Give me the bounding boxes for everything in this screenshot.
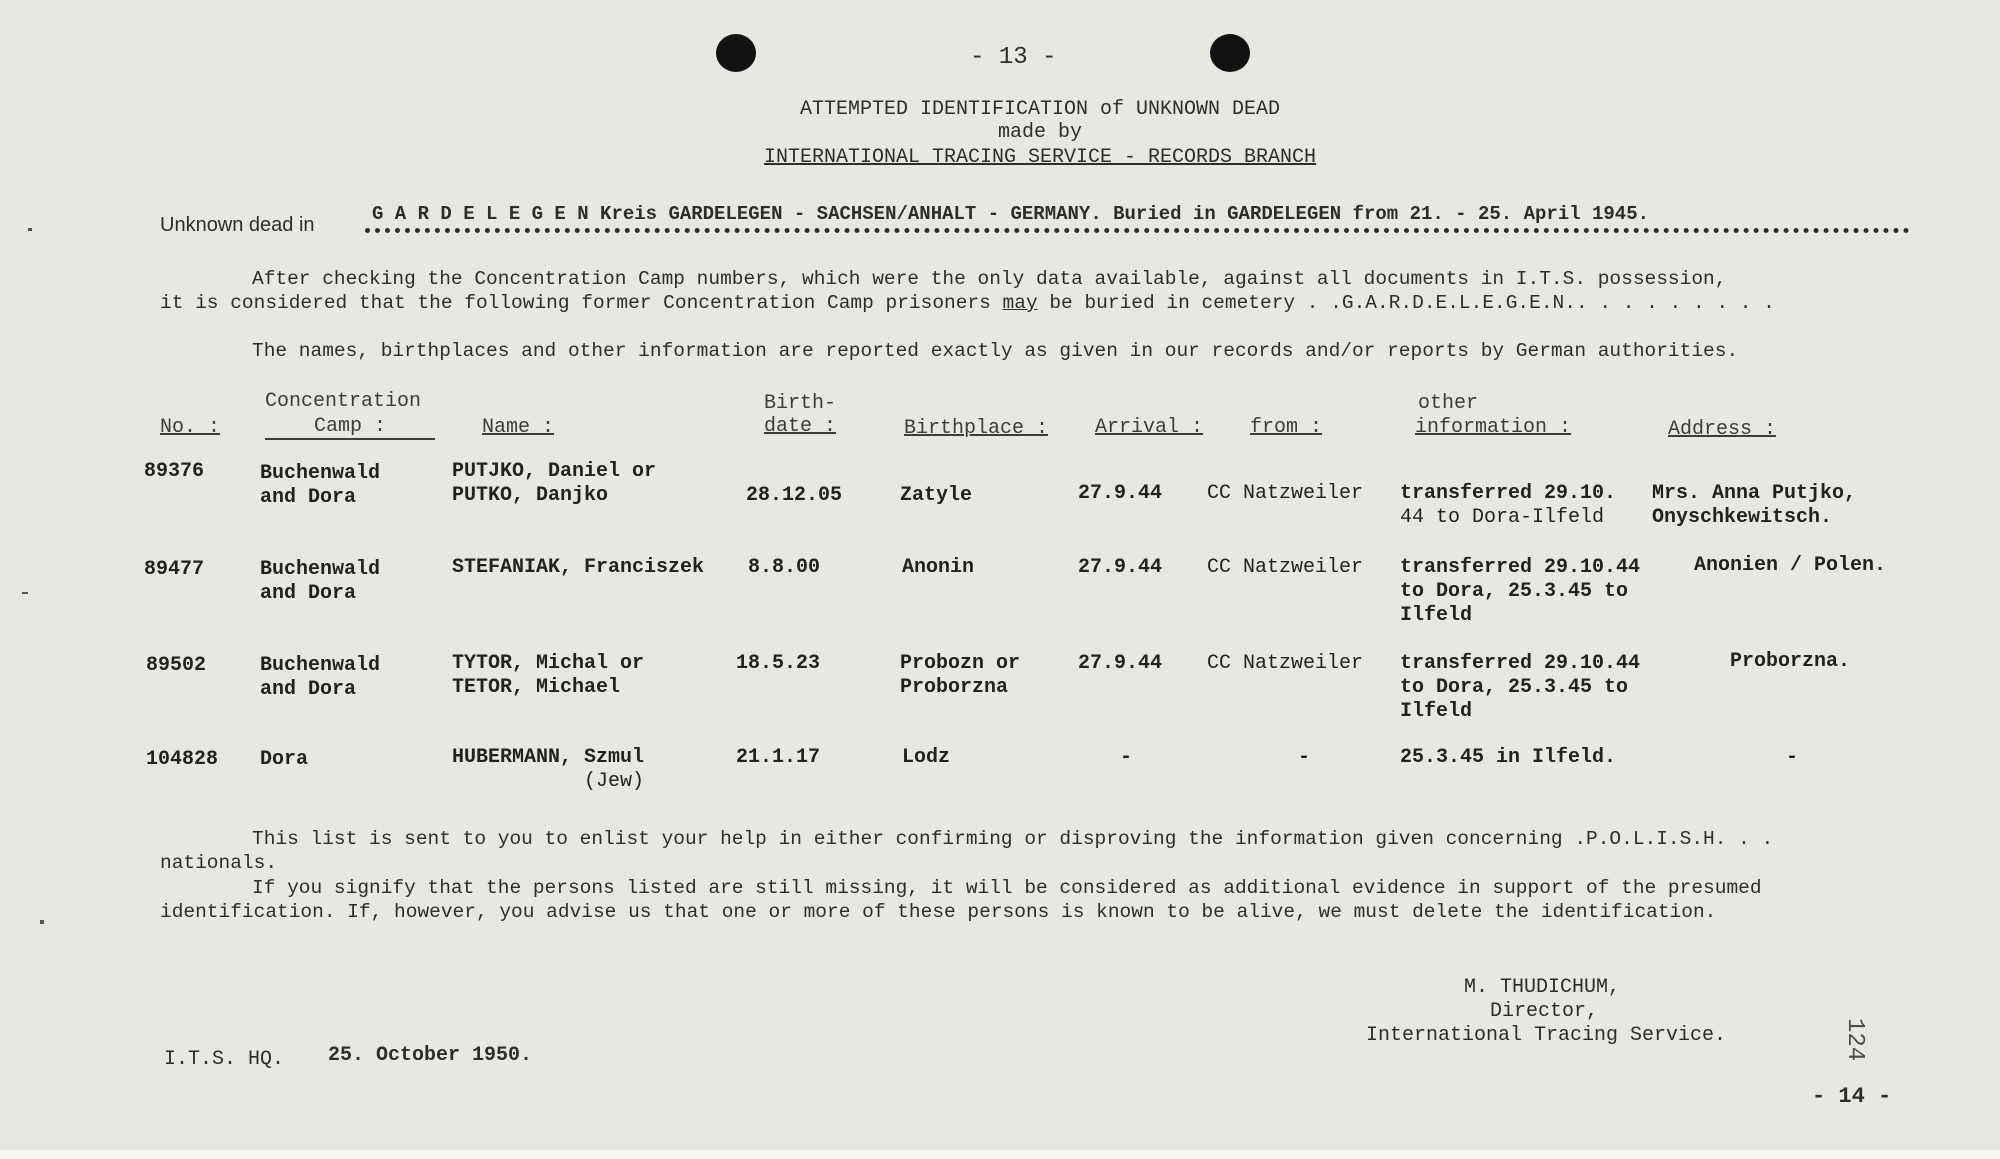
cell-other-line: transferred 29.10.44 (1400, 556, 1641, 579)
cell-other-line: transferred 29.10. (1400, 482, 1617, 505)
cell-camp-line: and Dora (260, 486, 357, 509)
cell-name-line: PUTKO, Danjko (452, 484, 609, 507)
cell-other-line: 25.3.45 in Ilfeld. (1400, 746, 1617, 769)
cell-name-line: (Jew) (584, 770, 645, 793)
col-header-address: Address : (1668, 418, 1777, 441)
cell-birthdate: 28.12.05 (746, 484, 843, 507)
cell-arrival: - (1120, 746, 1133, 769)
cell-arrival: 27.9.44 (1078, 652, 1163, 675)
signatory-name: M. THUDICHUM, (1464, 976, 1621, 999)
location-dotted-rule (365, 228, 1910, 233)
cell-from: - (1298, 746, 1311, 769)
cell-other-line: Ilfeld (1400, 700, 1473, 723)
closing-paragraph-1-line-2: nationals. (160, 852, 278, 874)
margin-page-stamp: 124 (1841, 1018, 1868, 1062)
cell-address-line: - (1786, 746, 1799, 769)
cell-name-line: TYTOR, Michal or (452, 652, 645, 675)
closing-paragraph-2-line-1: If you signify that the persons listed are still missing, it will be considered as additional evidence in support of the presumed (252, 877, 1762, 899)
cell-camp-line: and Dora (260, 582, 357, 605)
col-header-arrival: Arrival : (1095, 416, 1204, 439)
cell-name-line: PUTJKO, Daniel or (452, 460, 657, 483)
cell-name-line: HUBERMANN, Szmul (452, 746, 645, 769)
cell-other-line: 44 to Dora-Ilfeld (1400, 506, 1605, 529)
cell-from: CC Natzweiler (1207, 652, 1364, 675)
cell-no: 89376 (144, 460, 205, 483)
header-organization (640, 146, 1440, 169)
cell-name-line: TETOR, Michael (452, 676, 621, 699)
cell-no: 89477 (144, 558, 205, 581)
cell-camp-line: Dora (260, 748, 309, 771)
intro-paragraph-1-line-1: After checking the Concentration Camp numbers, which were the only data available, against all documents in I.T.S. possession, (252, 268, 1727, 290)
cell-other-line: Ilfeld (1400, 604, 1473, 627)
page-number: - 13 - (970, 44, 1057, 71)
col-header-birthplace: Birthplace : (904, 417, 1049, 440)
cell-address-line: Mrs. Anna Putjko, (1652, 482, 1857, 505)
cell-other-line: to Dora, 25.3.45 to (1400, 676, 1629, 699)
col-header-name: Name : (482, 416, 555, 439)
col-header-other-top: other (1418, 392, 1479, 415)
cell-arrival: 27.9.44 (1078, 482, 1163, 505)
cell-birthplace-line: Zatyle (900, 484, 973, 507)
cell-no: 89502 (146, 654, 207, 677)
signatory-organization: International Tracing Service. (1366, 1024, 1727, 1047)
cell-other-line: transferred 29.10.44 (1400, 652, 1641, 675)
cell-camp-line: Buchenwald (260, 654, 381, 677)
cell-address-line: Onyschkewitsch. (1652, 506, 1833, 529)
cell-no: 104828 (146, 748, 219, 771)
cell-arrival: 27.9.44 (1078, 556, 1163, 579)
intro-text-a: it is considered that the following former Concentration Camp prisoners (160, 292, 991, 314)
col-header-birthdate-bottom: date : (764, 415, 837, 438)
intro-paragraph-1-line-2 (160, 292, 1775, 314)
cell-birthplace-line: Anonin (902, 556, 975, 579)
cell-camp-line: Buchenwald (260, 462, 381, 485)
page-bottom-edge (0, 1150, 2000, 1159)
cell-from: CC Natzweiler (1207, 482, 1364, 505)
col-header-camp-bottom: Camp : (265, 415, 435, 440)
header-subtitle: made by (997, 121, 1082, 144)
margin-mark (22, 592, 28, 594)
intro-text-b: be buried in cemetery . .G.A.R.D.E.L.E.G.E.N.. . . . . . . . . (1049, 292, 1775, 314)
col-header-other-bottom: information : (1415, 416, 1572, 439)
hq-label: I.T.S. HQ. (164, 1048, 285, 1071)
cell-from: CC Natzweiler (1207, 556, 1364, 579)
closing-paragraph-1-line-1: This list is sent to you to enlist your help in either confirming or disproving the information given concerning .P.O.L.I.S.H. . . (252, 828, 1774, 850)
cell-birthplace-line: Lodz (902, 746, 951, 769)
unknown-dead-label: Unknown dead in (160, 214, 315, 236)
punch-hole-right (1210, 34, 1250, 72)
cell-camp-line: Buchenwald (260, 558, 381, 581)
col-header-from: from : (1250, 416, 1323, 439)
cell-birthplace-line: Proborzna (900, 676, 1009, 699)
next-page-number: - 14 - (1812, 1084, 1892, 1109)
cell-birthdate: 18.5.23 (736, 652, 821, 675)
cell-address-line: Anonien / Polen. (1694, 554, 1887, 577)
intro-emphasis-may: may (1002, 292, 1038, 314)
cell-address-line: Proborzna. (1730, 650, 1851, 673)
signatory-title: Director, (1490, 1000, 1599, 1023)
closing-paragraph-2-line-2: identification. If, however, you advise us that one or more of these persons is known to be alive, we must delete the identification. (160, 901, 1717, 923)
header-title: ATTEMPTED IDENTIFICATION of UNKNOWN DEAD (799, 98, 1281, 121)
location-line (372, 203, 1649, 225)
document-date: 25. October 1950. (328, 1044, 533, 1067)
col-header-camp-top: Concentration (265, 390, 422, 413)
margin-mark (28, 228, 32, 231)
cell-other-line: to Dora, 25.3.45 to (1400, 580, 1629, 603)
col-header-birthdate-top: Birth- (764, 392, 837, 415)
location-text: G A R D E L E G E N Kreis GARDELEGEN - SACHSEN/ANHALT - GERMANY. Buried in GARDELEGEN from 21. - 25. April 1945. (372, 203, 1650, 225)
cell-name-line: STEFANIAK, Franciszek (452, 556, 705, 579)
header-organization-text: INTERNATIONAL TRACING SERVICE - RECORDS BRANCH (763, 146, 1317, 169)
margin-mark (40, 920, 44, 924)
cell-birthdate: 21.1.17 (736, 746, 821, 769)
intro-paragraph-2: The names, birthplaces and other information are reported exactly as given in our records and/or reports by German authorities. (252, 340, 1739, 362)
punch-hole-left (716, 34, 756, 72)
cell-birthdate: 8.8.00 (748, 556, 821, 579)
cell-birthplace-line: Probozn or (900, 652, 1021, 675)
cell-camp-line: and Dora (260, 678, 357, 701)
col-header-no: No. : (160, 416, 221, 439)
